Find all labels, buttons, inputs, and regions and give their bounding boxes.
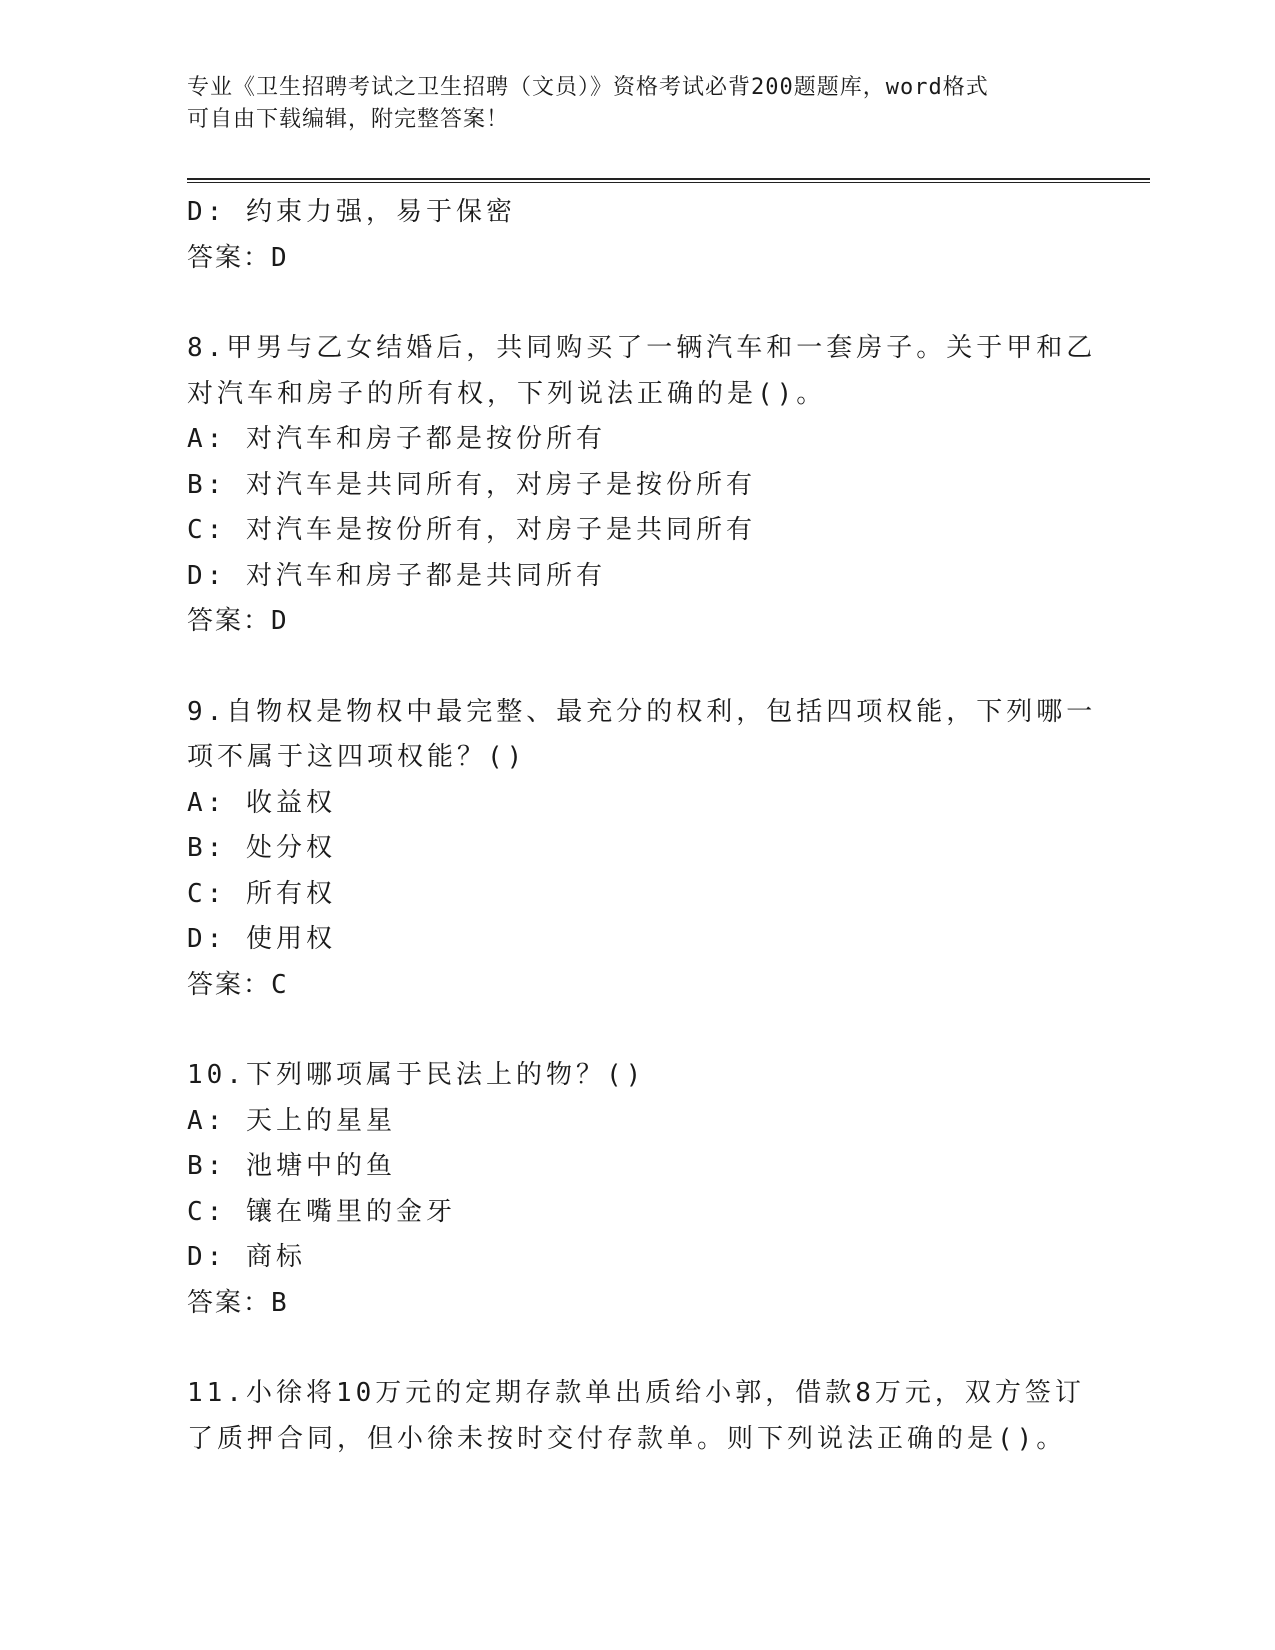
- answer-value: C: [271, 969, 288, 1000]
- header-title-line-1: 专业《卫生招聘考试之卫生招聘（文员）》资格考试必背200题题库，word格式: [187, 75, 989, 100]
- question-text: 8.甲男与乙女结婚后，共同购买了一辆汽车和一套房子。关于甲和乙: [187, 333, 1097, 363]
- answer-label: 答案：: [187, 969, 272, 1000]
- answer-line: [187, 599, 1087, 645]
- answer-line: [187, 1281, 1087, 1327]
- option-c: C: 所有权: [187, 878, 336, 909]
- option-d: D: 商标: [187, 1242, 306, 1272]
- option-d: D: 对汽车和房子都是共同所有: [187, 560, 606, 591]
- question-block: [187, 690, 1097, 1009]
- option-a: A: 天上的星星: [187, 1105, 396, 1136]
- question-text: 9.自物权是物权中最完整、最充分的权利，包括四项权能，下列哪一: [187, 696, 1097, 727]
- option-c: C: 对汽车是按份所有，对房子是共同所有: [187, 515, 756, 545]
- question-text: 10.下列哪项属于民法上的物？(): [187, 1060, 646, 1090]
- question-text: 11.小徐将10万元的定期存款单出质给小郭，借款8万元，双方签订: [187, 1378, 1085, 1408]
- question-block: [187, 326, 1097, 645]
- question-list: [187, 190, 1097, 1462]
- question-block: [187, 1053, 1087, 1326]
- option-a: A: 对汽车和房子都是按份所有: [187, 424, 606, 454]
- answer-line: [187, 236, 1087, 282]
- answer-label: 答案：: [187, 606, 272, 636]
- question-block: [187, 190, 1087, 281]
- option-d: D: 使用权: [187, 924, 336, 954]
- header-divider: [187, 178, 1150, 183]
- option-b: B: 池塘中的鱼: [187, 1151, 396, 1181]
- answer-value: B: [271, 1287, 288, 1318]
- option-a: A: 收益权: [187, 787, 336, 818]
- answer-label: 答案：: [187, 1287, 272, 1318]
- answer-line: [187, 963, 1087, 1009]
- question-text: 了质押合同，但小徐未按时交付存款单。则下列说法正确的是()。: [187, 1423, 1067, 1454]
- option-d: D: 约束力强，易于保密: [187, 197, 516, 227]
- option-b: B: 对汽车是共同所有，对房子是按份所有: [187, 469, 756, 500]
- page-header: [187, 72, 1067, 136]
- option-b: B: 处分权: [187, 833, 336, 863]
- answer-value: D: [271, 242, 288, 273]
- question-text: 项不属于这四项权能？(): [187, 742, 527, 772]
- question-text: 对汽车和房子的所有权，下列说法正确的是()。: [187, 378, 827, 409]
- option-c: C: 镶在嘴里的金牙: [187, 1196, 456, 1227]
- answer-label: 答案：: [187, 242, 272, 273]
- question-block: [187, 1371, 1087, 1462]
- answer-value: D: [271, 606, 288, 636]
- header-title-line-2: 可自由下载编辑，附完整答案！: [187, 107, 510, 132]
